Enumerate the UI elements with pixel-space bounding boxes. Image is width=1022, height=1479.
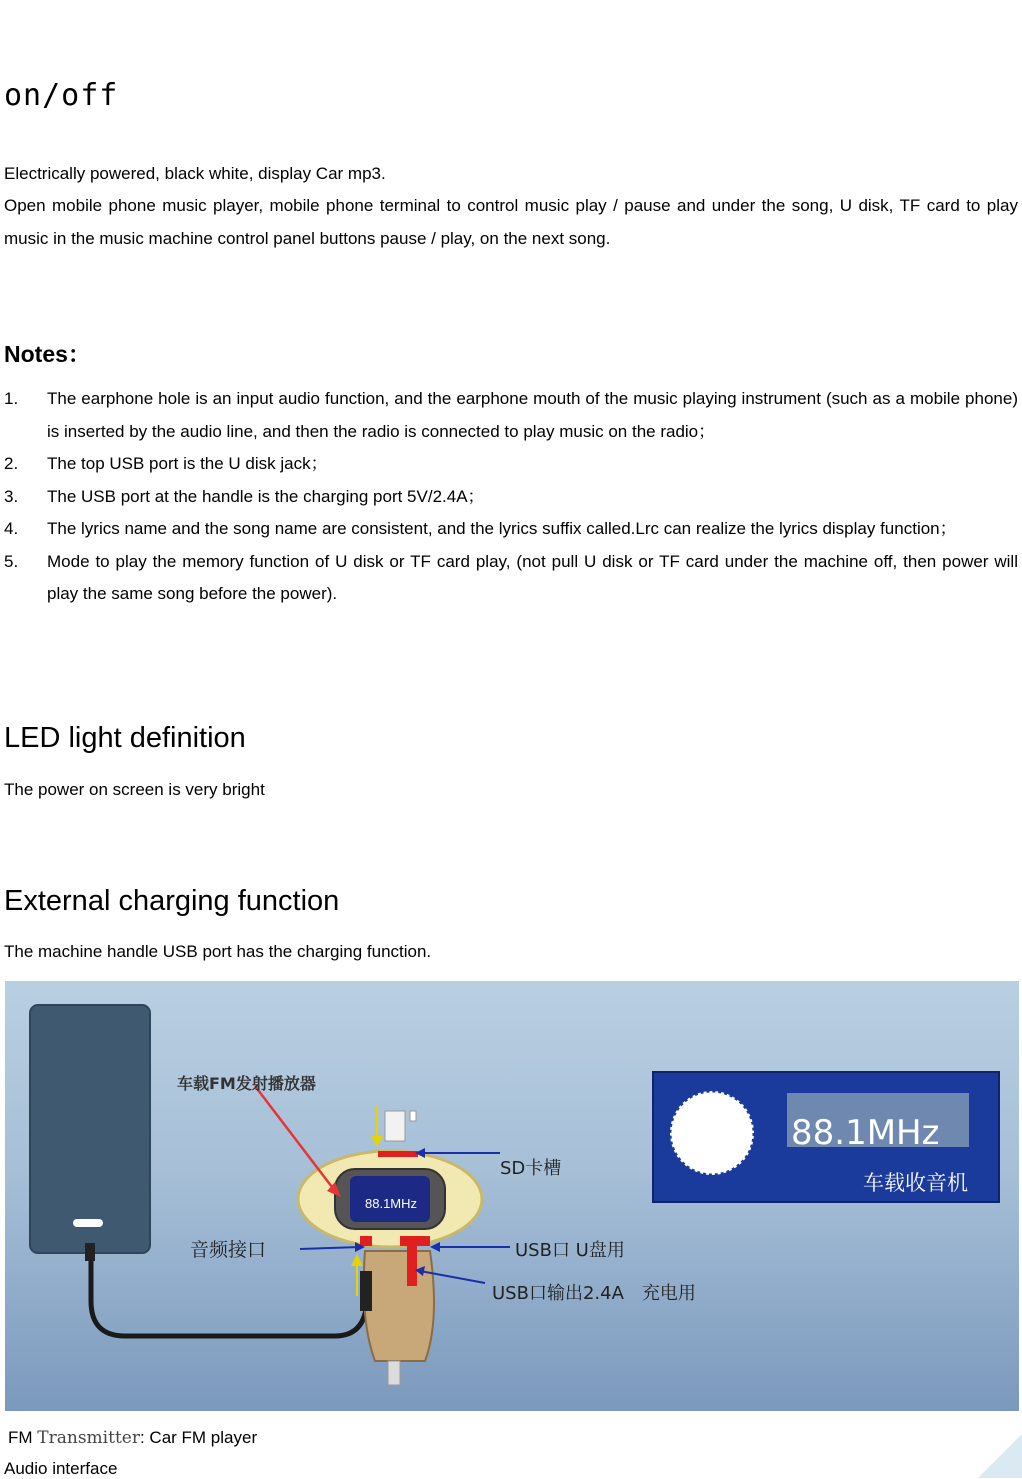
usb-cable (91, 1261, 367, 1336)
onoff-heading: on/off (4, 78, 119, 113)
caption-fm-word: Transmitter (37, 1428, 140, 1448)
note-item (4, 383, 1018, 448)
note-text: The top USB port is the U disk jack； (47, 454, 328, 473)
player-pointer-arrow (255, 1086, 335, 1191)
page-corner-decoration (978, 1434, 1022, 1478)
radio-display-text: 88.1MHz (791, 1113, 940, 1153)
note-number: 3. (4, 486, 19, 506)
illustration-svg (5, 981, 1019, 1411)
note-number: 2. (4, 454, 19, 473)
audio-pointer-arrow (300, 1247, 360, 1249)
note-text: The USB port at the handle is the charging port 5V/2.4A； (47, 486, 485, 506)
note-text: The earphone hole is an input audio function, and the earphone mouth of the music playing instrument (such as a mobile phone) is inserted by the audio line, and then the radio is connected to play music on the radio； (47, 389, 1018, 441)
label-usb-top: USB口 U盘用 (515, 1240, 625, 1261)
notes-list (4, 383, 1018, 611)
device-illustration (5, 981, 1019, 1411)
note-number: 1. (4, 389, 19, 408)
caption-fm-suffix: : Car FM player (139, 1428, 258, 1447)
led-text: The power on screen is very bright (4, 780, 265, 799)
label-usb-out: USB口输出2.4A 充电用 (492, 1283, 696, 1304)
caption-line-2: Audio interface (4, 1459, 118, 1478)
label-sd-slot: SD卡槽 (500, 1158, 562, 1179)
note-text: Mode to play the memory function of U disk or TF card play, (not pull U disk or TF card under the machine off, then power will play the same song before the power). (47, 551, 1018, 603)
note-item (4, 448, 1018, 481)
device-display-text: 88.1MHz (365, 1196, 418, 1211)
phone-icon (30, 1005, 150, 1261)
caption-fm-prefix: FM (8, 1428, 33, 1447)
charging-text: The machine handle USB port has the charging function. (4, 942, 432, 961)
notes-title: Notes： (4, 341, 91, 367)
note-number: 5. (4, 551, 19, 571)
note-number: 4. (4, 519, 19, 538)
led-heading: LED light definition (4, 722, 246, 754)
note-item (4, 546, 1018, 611)
charging-heading: External charging function (4, 885, 340, 917)
onoff-line-2: Open mobile phone music player, mobile phone terminal to control music play / pause and under the song, U disk, TF card to play music in the music machine control panel buttons pause / play, on the next song. (4, 196, 1018, 248)
onoff-line-1: Electrically powered, black white, display Car mp3. (4, 164, 386, 183)
note-item (4, 513, 1018, 546)
label-player: 车载FM发射播放器 (177, 1074, 316, 1093)
label-audio-interface: 音频接口 (190, 1239, 267, 1261)
caption-line-1 (8, 1428, 257, 1448)
note-text: The lyrics name and the song name are consistent, and the lyrics suffix called.Lrc can realize the lyrics display function； (47, 519, 957, 538)
note-item (4, 481, 1018, 514)
radio-label: 车载收音机 (863, 1171, 968, 1195)
